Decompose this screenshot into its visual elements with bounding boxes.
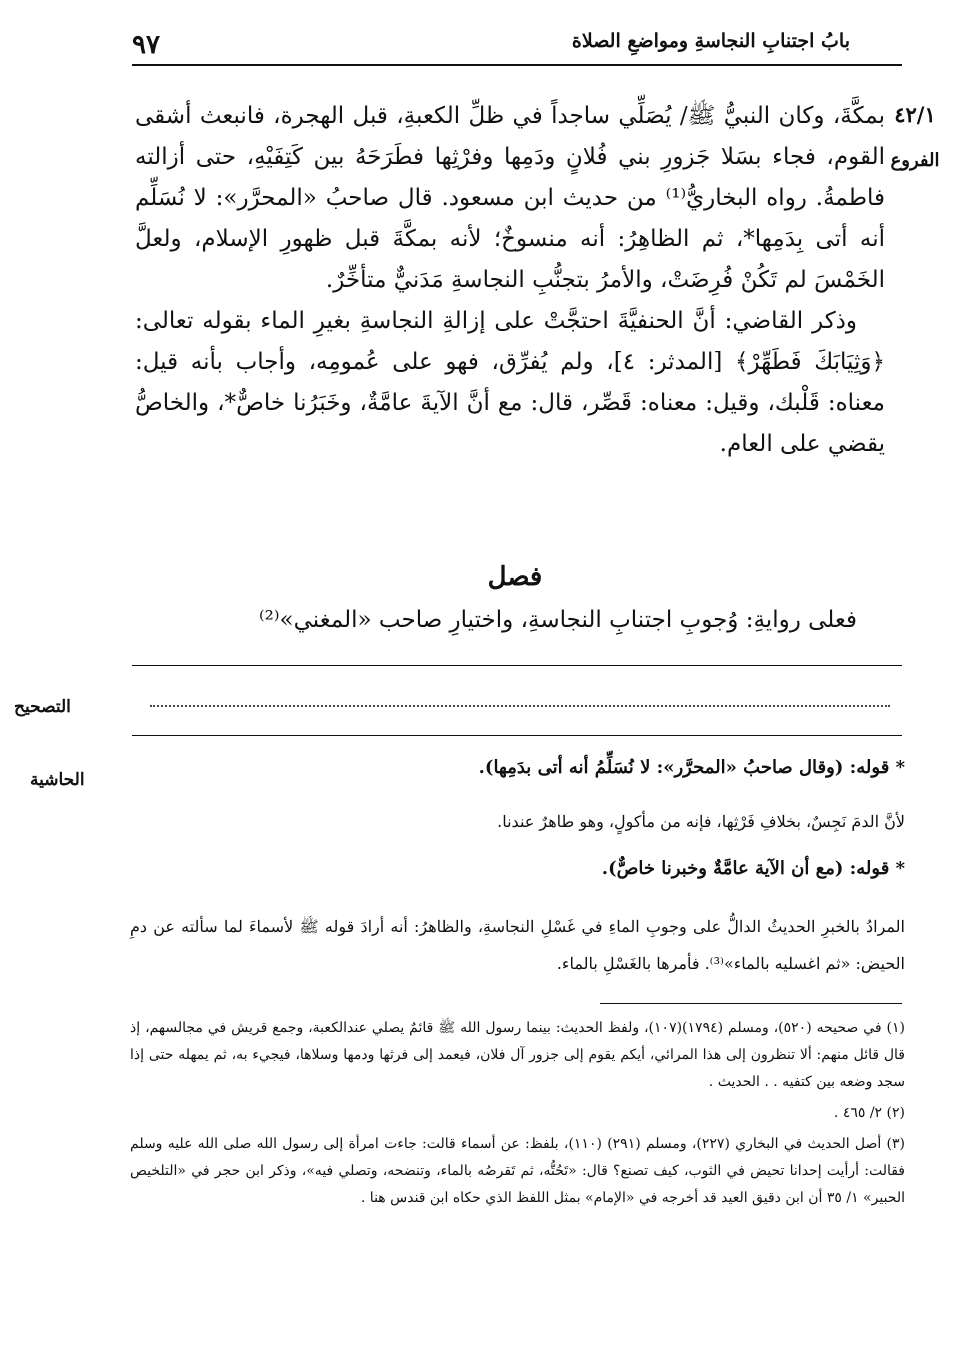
margin-reference-name: الفروع bbox=[890, 150, 940, 171]
main-paragraph: بمكَّةَ، وكان النبيُّ ﷺ/ يُصَلِّي ساجداً في ظلِّ الكعبةِ، قبل الهجرة، فانبعث أشقى القوم، فجاء بسَلا جَزورِ بني فُلانٍ ودَمِها وفرْثِها فطَرَحَهُ بين كَتِفَيْهِ، حتى أزالته فاطمةُ. رواه البخاريُّ⁽¹⁾ من حديث ابن مسعود. قال صاحبُ «المحرَّر»: لا نُسَلِّم أنه أتى بِدَمِها*، ثم الظاهِرُ: أنه منسوخٌ؛ لأنه بمكَّةَ قبل ظهورِ الإسلام، ولعلَّ الخَمْسَ لم تَكُنْ فُرِضَتْ، والأمرُ بتجنُّبِ النجاسةِ مَدَنيٌّ متأخِّرٌ. bbox=[135, 103, 886, 293]
section-text: فعلى روايةِ: وُجوبِ اجتنابِ النجاسةِ، واختيارِ صاحب «المغني»⁽²⁾ bbox=[259, 607, 857, 633]
divider-line bbox=[132, 735, 902, 736]
footnote: (٢) ٢/ ٤٦٥ . bbox=[833, 1105, 905, 1121]
header-divider bbox=[132, 64, 902, 66]
hashiya-explanation: المرادُ بالخبرِ الحديثُ الدالُّ على وجوبِ الماءِ في غَسْلِ النجاسةِ، والظاهرُ: أنه أرادَ قوله ﷺ لأسماءَ لما سألته عن دمِ الحيض: «ثم اغسليه بالماء»⁽³⁾. فأمرها بالغَسْلِ بالماء. bbox=[130, 917, 905, 973]
tashih-dotted-line bbox=[150, 705, 890, 707]
footnote: (١) في صحيحه (٥٢٠)، ومسلم (١٧٩٤)(١٠٧)، ولفظ الحديث: بينما رسول الله ﷺ قائمٌ يصلي عندالكعبة، وجمع قريش في مجالسهم، إذ قال قائل منهم: ألا تنظرون إلى هذا المرائي، أيكم يقوم إلى جزور آل فلان، فيعمد إلى فرثها ودمها وسلاها، فيجيء به، ثم يمهله حتى إذا سجد وضعه بين كتفيه . . الحديث . bbox=[130, 1020, 905, 1090]
footnotes-block bbox=[130, 1015, 905, 1216]
margin-reference-number: ٤٢/١ bbox=[894, 102, 936, 127]
hashiya-entry-heading: * قوله: (مع أن الآية عامَّةٌ وخبرنا خاصٌّ). bbox=[601, 858, 905, 879]
divider-line bbox=[132, 665, 902, 666]
main-text-block bbox=[135, 96, 885, 465]
page-number: ٩٧ bbox=[132, 30, 160, 60]
tashih-label: التصحيح bbox=[14, 697, 71, 717]
section-heading: فصل bbox=[487, 562, 543, 592]
running-header-title: بابُ اجتنابِ النجاسةِ ومواضعِ الصلاة bbox=[571, 30, 850, 52]
footnote: (٣) أصل الحديث في البخاري (٢٢٧)، ومسلم (٢٩١) (١١٠)، بلفظ: عن أسماء قالت: جاءت امرأة إلى رسول الله صلى الله عليه وسلم فقالت: أرأيت إحدانا تحيض في الثوب، كيف تصنع؟ قال: «تَحُتُّه، ثم تَقرصُه بالماء، وتنضحه، وتصلي فيه»، وذكر ابن حجر في «التلخيص الحبير» ١/ ٣٥ أن ابن دقيق العيد قد أخرجه في «الإمام» بمثل اللفظ الذي حكاه ابن قندس هنا . bbox=[130, 1136, 905, 1206]
main-paragraph: وذكر القاضي: أنَّ الحنفيَّةَ احتجَّتْ على إزالةِ النجاسةِ بغيرِ الماء بقوله تعالى: ﴿وَثِيَابَكَ فَطَهِّرْ﴾ [المدثر: ٤]، ولم يُفرِّق، فهو على عُمومِه، وأجاب بأنه قيل: معناه: قَلْبك، وقيل: معناه: قَصِّر، قال: مع أنَّ الآيةَ عامَّةٌ، وخَبَرُنا خاصٌّ*، والخاصُّ يقضي على العام. bbox=[135, 308, 885, 457]
hashiya-explanation: لأنَّ الدمَ نَجِسٌ، بخلافِ فَرْثِها، فإنه من مأكولٍ، وهو طاهرٌ عندنا. bbox=[497, 812, 905, 831]
footnote-separator bbox=[600, 1003, 902, 1004]
hashiya-entry-heading: * قوله: (وقال صاحبُ «المحرَّر»: لا نُسَلِّمُ أنه أتى بدَمِها). bbox=[478, 757, 905, 778]
hashiya-label: الحاشية bbox=[30, 770, 85, 790]
